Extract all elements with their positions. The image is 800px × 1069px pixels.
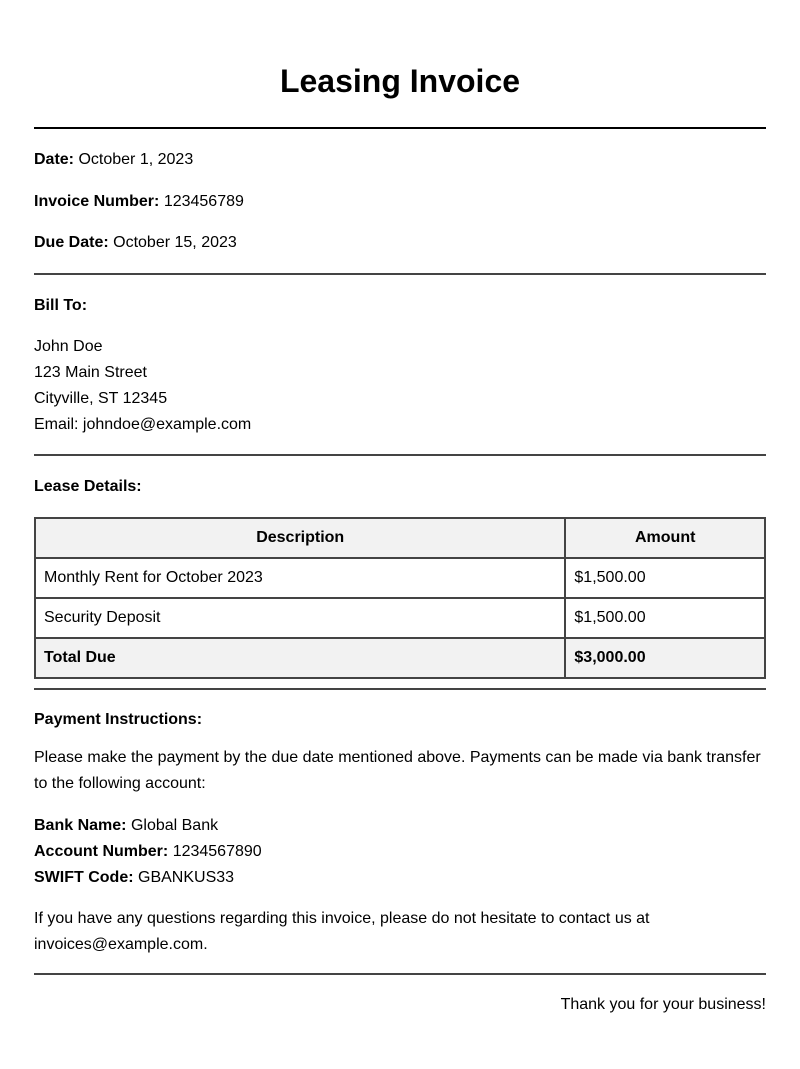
footer-divider <box>34 973 766 975</box>
account-number-label: Account Number: <box>34 843 169 860</box>
customer-email: Email: johndoe@example.com <box>34 416 252 433</box>
row-amount: $1,500.00 <box>565 598 765 638</box>
swift-code-value: GBANKUS33 <box>138 869 235 886</box>
customer-name: John Doe <box>34 338 103 355</box>
bill-to-label: Bill To: <box>34 297 88 314</box>
invoice-number-line <box>34 192 766 212</box>
bank-name-label: Bank Name: <box>34 817 127 834</box>
bank-details <box>34 813 766 891</box>
invoice-number-label: Invoice Number: <box>34 193 160 210</box>
swift-code-line <box>34 865 766 891</box>
thank-you-note: Thank you for your business! <box>560 996 766 1013</box>
total-label: Total Due <box>35 638 565 678</box>
payment-intro: Please make the payment by the due date mentioned above. Payments can be made via bank transfer to the following account: <box>34 749 761 792</box>
page-title: Leasing Invoice <box>279 63 521 99</box>
invoice-number-value: 123456789 <box>163 193 244 210</box>
contact-note: If you have any questions regarding this invoice, please do not hesitate to contact us at invoices@example.com. <box>34 910 650 953</box>
bill-to-section <box>34 275 766 438</box>
table-row <box>35 598 765 638</box>
date-value: October 1, 2023 <box>78 151 194 168</box>
row-description: Security Deposit <box>35 598 565 638</box>
bank-name-value: Global Bank <box>130 817 219 834</box>
bank-name-line <box>34 813 766 839</box>
total-row <box>35 638 765 678</box>
payment-label: Payment Instructions: <box>34 711 203 728</box>
account-number-line <box>34 839 766 865</box>
table-header-row <box>35 518 765 558</box>
row-description: Monthly Rent for October 2023 <box>35 558 565 598</box>
customer-street: 123 Main Street <box>34 364 147 381</box>
lease-table <box>34 517 766 679</box>
bill-to-address <box>34 334 766 438</box>
lease-details-label: Lease Details: <box>34 478 142 495</box>
row-amount: $1,500.00 <box>565 558 765 598</box>
payment-section <box>34 690 766 958</box>
date-line <box>34 150 766 170</box>
due-date-line <box>34 233 766 253</box>
swift-code-label: SWIFT Code: <box>34 869 134 886</box>
account-number-value: 1234567890 <box>172 843 262 860</box>
total-amount: $3,000.00 <box>565 638 765 678</box>
customer-city: Cityville, ST 12345 <box>34 390 168 407</box>
invoice-meta <box>34 129 766 253</box>
description-header: Description <box>35 518 565 558</box>
date-label: Date: <box>34 151 75 168</box>
lease-details-section <box>34 456 766 679</box>
due-date-value: October 15, 2023 <box>113 234 237 251</box>
amount-header: Amount <box>565 518 765 558</box>
due-date-label: Due Date: <box>34 234 109 251</box>
invoice-page <box>34 0 766 1015</box>
table-row <box>35 558 765 598</box>
